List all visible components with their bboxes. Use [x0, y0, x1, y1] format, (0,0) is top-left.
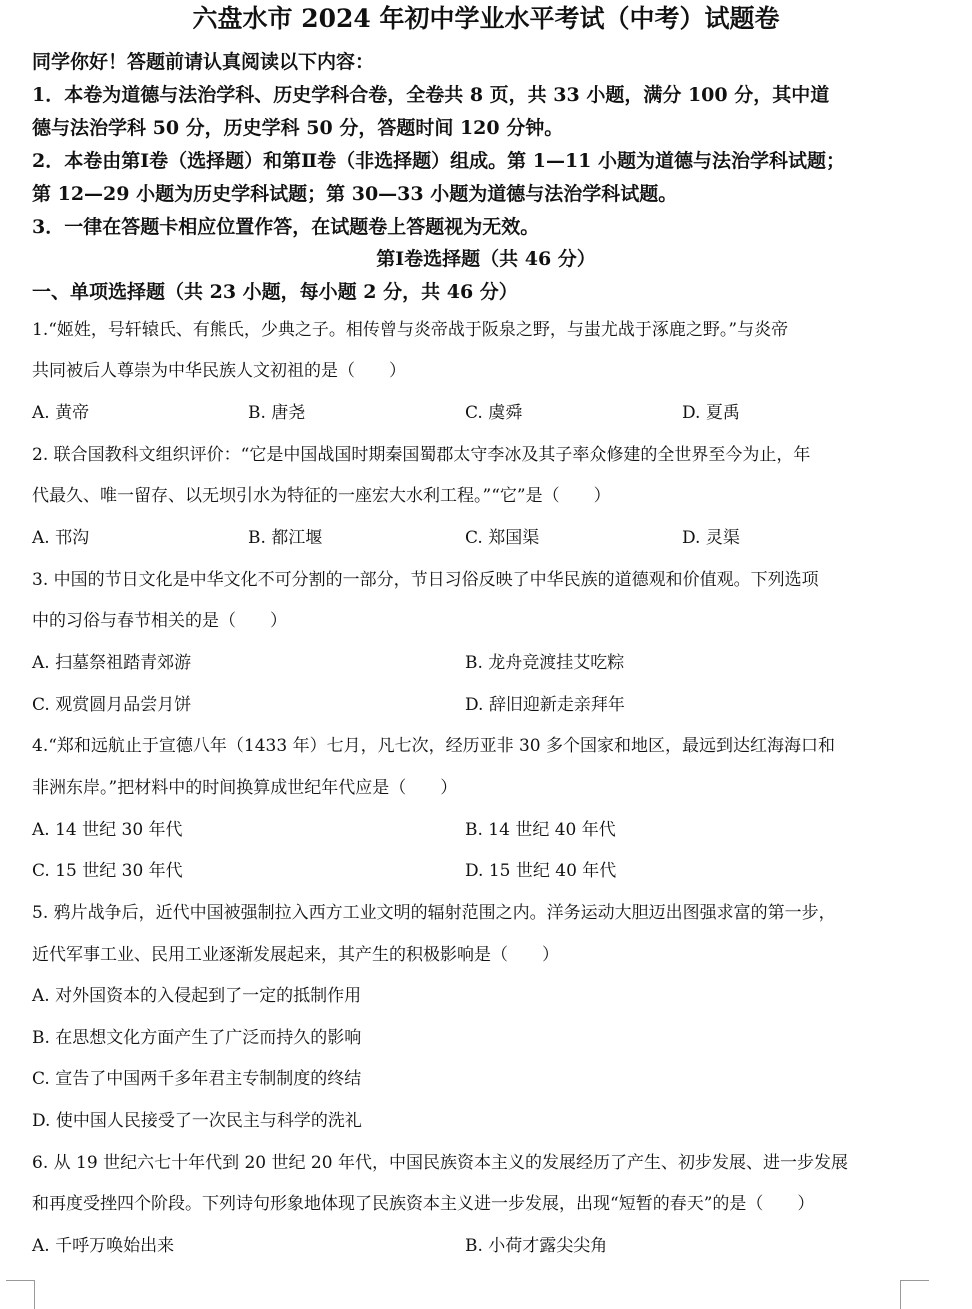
question-4-option-c: C. 15 世纪 30 年代 [32, 861, 183, 881]
question-5-option-a: A. 对外国资本的入侵起到了一定的抵制作用 [32, 986, 362, 1006]
question-2-text: 代最久、唯一留存、以无坝引水为特征的一座宏大水利工程。”“它”是（ ） [32, 486, 611, 506]
page-corner-mark [6, 1280, 35, 1309]
question-1-text: 1.“姬姓，号轩辕氏、有熊氏，少典之子。相传曾与炎帝战于阪泉之野，与蚩尤战于涿鹿之野。”与炎帝 [32, 320, 789, 340]
question-1-text: 共同被后人尊崇为中华民族人文初祖的是（ ） [32, 361, 406, 381]
question-4-text: 4.“郑和远航止于宣德八年（1433 年）七月，凡七次，经历亚非 30 多个国家和地区，最远到达红海海口和 [32, 736, 836, 756]
question-4-option-a: A. 14 世纪 30 年代 [32, 820, 183, 840]
question-2-option-d: D. 灵渠 [682, 528, 740, 548]
notice-greeting: 同学你好！答题前请认真阅读以下内容： [32, 51, 375, 73]
question-3-option-b: B. 龙舟竞渡挂艾吃粽 [465, 653, 625, 673]
question-1-option-a: A. 黄帝 [32, 403, 90, 423]
question-4-option-d: D. 15 世纪 40 年代 [465, 861, 617, 881]
notice-line: 1．本卷为道德与法治学科、历史学科合卷，全卷共 8 页，共 33 小题，满分 100 分，其中道 [32, 84, 830, 106]
notice-line: 2．本卷由第Ⅰ卷（选择题）和第Ⅱ卷（非选择题）组成。第 1—11 小题为道德与法治学科试题； [32, 150, 846, 172]
question-3-text: 中的习俗与春节相关的是（ ） [32, 611, 287, 631]
question-2-option-c: C. 郑国渠 [465, 528, 540, 548]
question-3-option-a: A. 扫墓祭祖踏青郊游 [32, 653, 192, 673]
question-5-option-d: D. 使中国人民接受了一次民主与科学的洗礼 [32, 1111, 362, 1131]
question-4-text: 非洲东岸。”把材料中的时间换算成世纪年代应是（ ） [32, 778, 458, 798]
question-3-text: 3. 中国的节日文化是中华文化不可分割的一部分，节日习俗反映了中华民族的道德观和价值观。下列选项 [32, 570, 819, 590]
exam-title: 六盘水市 2024 年初中学业水平考试（中考）试题卷 [192, 4, 780, 33]
question-6-option-a: A. 千呼万唤始出来 [32, 1236, 175, 1256]
question-4-option-b: B. 14 世纪 40 年代 [465, 820, 616, 840]
question-5-option-c: C. 宣告了中国两千多年君主专制制度的终结 [32, 1069, 362, 1089]
question-3-option-d: D. 辞旧迎新走亲拜年 [465, 695, 625, 715]
question-6-text: 6. 从 19 世纪六七十年代到 20 世纪 20 年代，中国民族资本主义的发展经历了产生、初步发展、进一步发展 [32, 1153, 848, 1173]
notice-line: 德与法治学科 50 分，历史学科 50 分，答题时间 120 分钟。 [32, 117, 564, 139]
question-2-option-a: A. 邗沟 [32, 528, 90, 548]
question-5-option-b: B. 在思想文化方面产生了广泛而持久的影响 [32, 1028, 362, 1048]
question-1-option-d: D. 夏禹 [682, 403, 740, 423]
notice-line: 第 12—29 小题为历史学科试题；第 30—33 小题为道德与法治学科试题。 [32, 183, 678, 205]
part-title: 一、单项选择题（共 23 小题，每小题 2 分，共 46 分） [32, 281, 518, 303]
notice-line: 3．一律在答题卡相应位置作答，在试题卷上答题视为无效。 [32, 216, 540, 238]
question-6-text: 和再度受挫四个阶段。下列诗句形象地体现了民族资本主义进一步发展，出现“短暂的春天”的是（ ） [32, 1194, 815, 1214]
question-5-text: 5. 鸦片战争后，近代中国被强制拉入西方工业文明的辐射范围之内。洋务运动大胆迈出图强求富的第一步， [32, 903, 836, 923]
question-1-option-b: B. 唐尧 [248, 403, 306, 423]
question-5-text: 近代军事工业、民用工业逐渐发展起来，其产生的积极影响是（ ） [32, 945, 559, 965]
question-6-option-b: B. 小荷才露尖尖角 [465, 1236, 608, 1256]
question-2-option-b: B. 都江堰 [248, 528, 323, 548]
section-title: 第Ⅰ卷选择题（共 46 分） [376, 248, 596, 270]
question-3-option-c: C. 观赏圆月品尝月饼 [32, 695, 192, 715]
question-1-option-c: C. 虞舜 [465, 403, 523, 423]
question-2-text: 2. 联合国教科文组织评价：“它是中国战国时期秦国蜀郡太守李冰及其子率众修建的全世界至今为止，年 [32, 445, 811, 465]
page-corner-mark [900, 1280, 929, 1309]
